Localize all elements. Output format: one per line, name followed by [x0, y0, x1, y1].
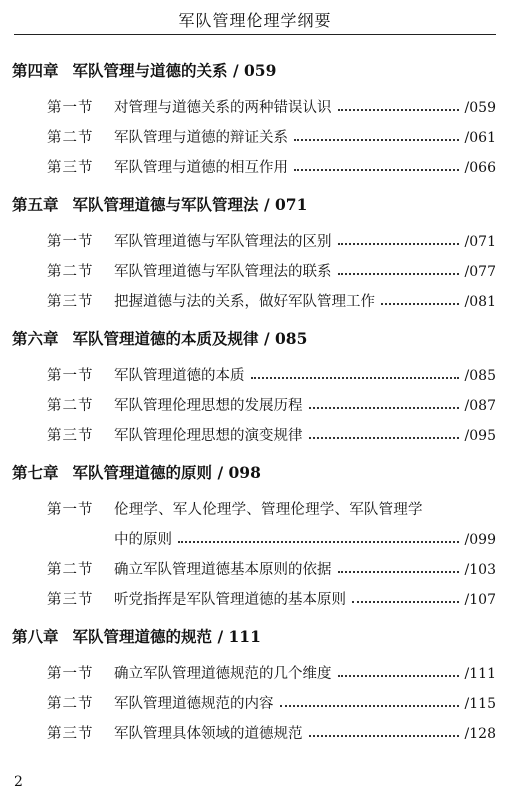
section-number: 第三节: [47, 428, 94, 444]
section-number: 第三节: [47, 160, 94, 176]
dot-leader: [338, 675, 459, 677]
table-of-contents: [0, 46, 510, 751]
section-title: 军队管理道德与军队管理法的区别: [114, 234, 332, 250]
section-entry[interactable]: [0, 227, 510, 257]
section-title: 把握道德与法的关系，做好军队管理工作: [114, 294, 375, 310]
section-number: 第一节: [47, 666, 94, 682]
dot-leader: [309, 437, 459, 439]
header-rule: [14, 34, 496, 35]
section-number: 第三节: [47, 726, 94, 742]
section-page: /099: [464, 532, 496, 548]
dot-leader: [338, 243, 459, 245]
section-entry[interactable]: [0, 421, 510, 451]
chapter-heading[interactable]: [0, 326, 510, 352]
section-entry[interactable]: [0, 689, 510, 719]
page-number: 2: [14, 774, 23, 790]
chapter-page: / 071: [263, 195, 308, 214]
section-number: 第一节: [47, 368, 94, 384]
chapter-title: 军队管理与道德的关系: [72, 61, 228, 80]
section-title: 军队管理道德的本质: [114, 368, 245, 384]
running-head: 军队管理伦理学纲要: [178, 11, 332, 30]
section-number: 第一节: [47, 502, 94, 518]
chapter-heading[interactable]: [0, 192, 510, 218]
section-title: 军队管理具体领域的道德规范: [114, 726, 303, 742]
dot-leader: [280, 705, 459, 707]
section-page: /128: [464, 726, 496, 742]
chapter-number: 第七章: [12, 463, 59, 482]
section-page: /107: [464, 592, 496, 608]
dot-leader: [338, 571, 459, 573]
section-title: 对管理与道德关系的两种错误认识: [114, 100, 332, 116]
section-page: /061: [464, 130, 496, 146]
section-entry[interactable]: [0, 391, 510, 421]
dot-leader: [338, 273, 459, 275]
section-entry[interactable]: [0, 287, 510, 317]
dot-leader: [309, 735, 459, 737]
dot-leader: [294, 139, 459, 141]
section-entry[interactable]: [0, 585, 510, 615]
section-number: 第二节: [47, 696, 94, 712]
section-entry[interactable]: [0, 123, 510, 153]
section-number: 第二节: [47, 130, 94, 146]
chapter-heading[interactable]: [0, 624, 510, 650]
chapter-page: / 111: [217, 627, 261, 646]
section-page: /085: [464, 368, 496, 384]
section-title: 中的原则: [114, 532, 172, 548]
section-page: /087: [464, 398, 496, 414]
section-title: 听党指挥是军队管理道德的基本原则: [114, 592, 346, 608]
dot-leader: [309, 407, 459, 409]
section-list: [0, 227, 510, 317]
chapter-page: / 059: [232, 61, 277, 80]
section-entry-first-line[interactable]: [0, 495, 510, 525]
section-page: /071: [464, 234, 496, 250]
section-entry[interactable]: [0, 659, 510, 689]
section-page: /103: [464, 562, 496, 578]
section-number: 第二节: [47, 562, 94, 578]
section-title: 军队管理与道德的相互作用: [114, 160, 288, 176]
section-list: [0, 659, 510, 749]
section-title: 军队管理道德与军队管理法的联系: [114, 264, 332, 280]
section-list: [0, 361, 510, 451]
chapter-heading[interactable]: [0, 460, 510, 486]
chapter-title: 军队管理道德的原则: [72, 463, 213, 482]
section-number: 第三节: [47, 592, 94, 608]
chapter-number: 第六章: [12, 329, 59, 348]
chapter-heading[interactable]: [0, 58, 510, 84]
section-page: /081: [464, 294, 496, 310]
section-list: [0, 93, 510, 183]
section-entry-continuation[interactable]: [0, 525, 510, 555]
dot-leader: [294, 169, 459, 171]
section-entry[interactable]: [0, 153, 510, 183]
section-title-line1: 伦理学、军人伦理学、管理伦理学、军队管理学: [114, 502, 423, 518]
chapter-page: / 085: [263, 329, 308, 348]
chapter-page: / 098: [217, 463, 261, 482]
section-entry[interactable]: [0, 555, 510, 585]
section-title: 军队管理伦理思想的发展历程: [114, 398, 303, 414]
section-number: 第一节: [47, 234, 94, 250]
section-entry[interactable]: [0, 257, 510, 287]
section-page: /059: [464, 100, 496, 116]
section-page: /111: [464, 666, 496, 682]
dot-leader: [338, 109, 459, 111]
section-entry[interactable]: [0, 93, 510, 123]
section-number: 第一节: [47, 100, 94, 116]
section-title: 军队管理伦理思想的演变规律: [114, 428, 303, 444]
section-title: 确立军队管理道德基本原则的依据: [114, 562, 332, 578]
chapter-title: 军队管理道德与军队管理法: [72, 195, 259, 214]
chapter-title: 军队管理道德的规范: [72, 627, 213, 646]
section-title: 军队管理道德规范的内容: [114, 696, 274, 712]
section-entry[interactable]: [0, 719, 510, 749]
section-entry[interactable]: [0, 361, 510, 391]
dot-leader: [178, 541, 459, 543]
section-number: 第二节: [47, 398, 94, 414]
section-page: /095: [464, 428, 496, 444]
section-title: 军队管理与道德的辩证关系: [114, 130, 288, 146]
section-page: /066: [464, 160, 496, 176]
section-number: 第三节: [47, 294, 94, 310]
section-list: [0, 495, 510, 615]
dot-leader: [251, 377, 459, 379]
section-page: /115: [464, 696, 496, 712]
section-number: 第二节: [47, 264, 94, 280]
section-page: /077: [464, 264, 496, 280]
chapter-number: 第八章: [12, 627, 59, 646]
chapter-title: 军队管理道德的本质及规律: [72, 329, 259, 348]
dot-leader: [381, 303, 459, 305]
dot-leader: [352, 601, 459, 603]
section-title: 确立军队管理道德规范的几个维度: [114, 666, 332, 682]
chapter-number: 第四章: [12, 61, 59, 80]
chapter-number: 第五章: [12, 195, 59, 214]
